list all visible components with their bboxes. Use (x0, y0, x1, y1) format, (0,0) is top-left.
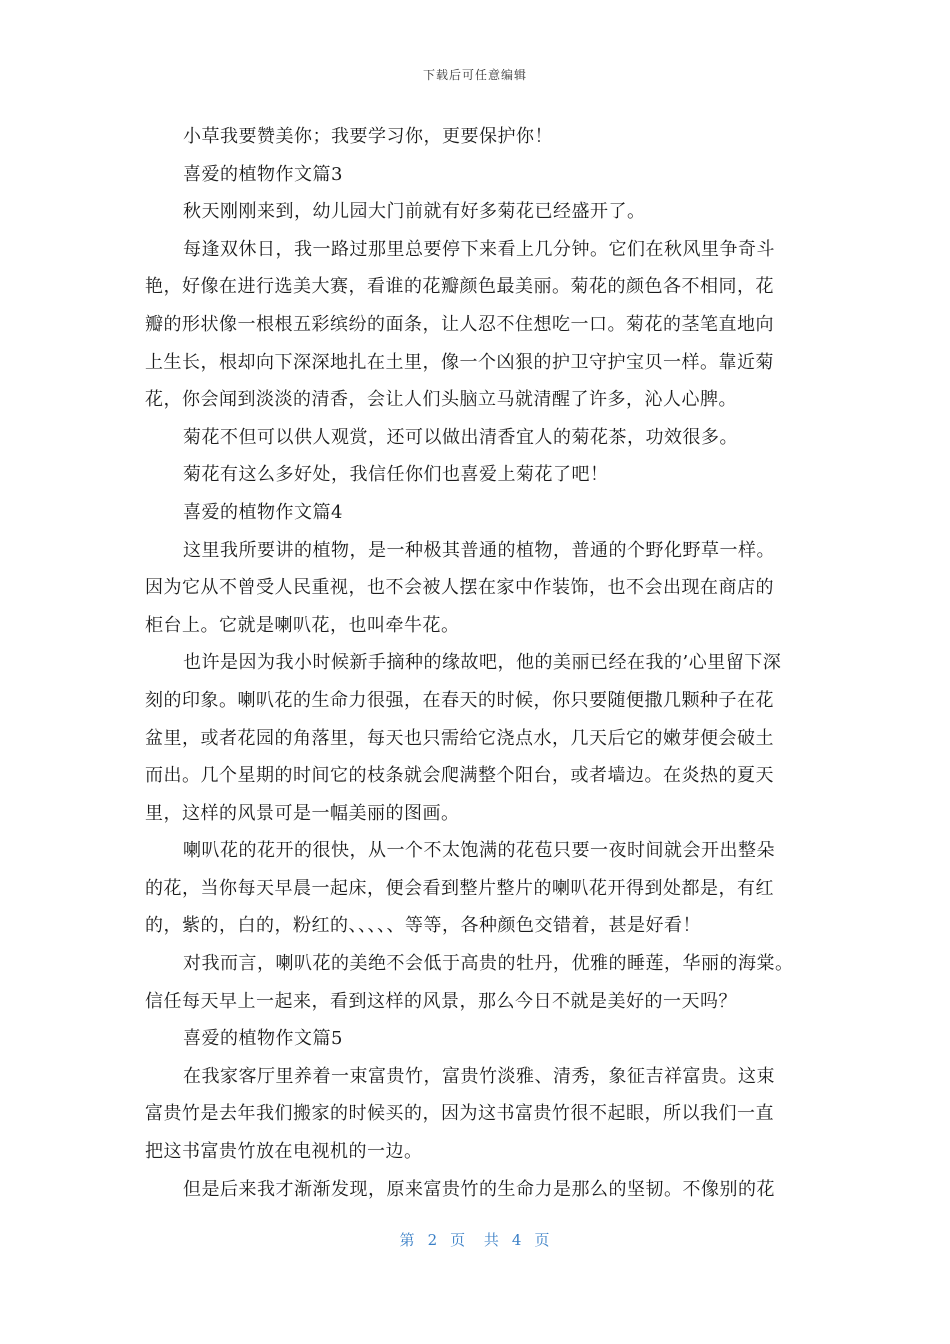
text-line: 喜爱的植物作文篇3 (183, 163, 343, 185)
text-line: 菊花不但可以供人观赏，还可以做出清香宜人的菊花茶，功效很多。 (183, 426, 738, 448)
footer-page-total: 4 (511, 1231, 523, 1249)
text-line: 小草我要赞美你；我要学习你，更要保护你！ (183, 126, 553, 147)
text-line: 在我家客厅里养着一束富贵竹，富贵竹淡雅、清秀，象征吉祥富贵。这束 (183, 1065, 775, 1087)
text-line: 刻的印象。喇叭花的生命力很强，在春天的时候，你只要随便撒几颗种子在花 (145, 689, 774, 711)
text-line: 信任每天早上一起来，看到这样的风景，那么今日不就是美好的一天吗？ (145, 990, 737, 1012)
document-body (145, 118, 810, 1208)
text-line: 花，你会闻到淡淡的清香，会让人们头脑立马就清醒了许多，沁人心脾。 (145, 389, 737, 411)
footer-page-current: 2 (427, 1231, 439, 1249)
text-line: 秋天刚刚来到，幼儿园大门前就有好多菊花已经盛开了。 (183, 201, 646, 223)
text-line: 富贵竹是去年我们搬家的时候买的，因为这书富贵竹很不起眼，所以我们一直 (145, 1103, 774, 1125)
text-line: 这里我所要讲的植物，是一种极其普通的植物，普通的个野化野草一样。 (183, 539, 775, 561)
text-line: 的，紫的，白的，粉红的、、、、、等等，各种颜色交错着，甚是好看！ (145, 915, 701, 937)
text-line: 但是后来我才渐渐发现，原来富贵竹的生命力是那么的坚韧。不像别的花 (183, 1178, 775, 1200)
text-line: 的花，当你每天早晨一起床，便会看到整片整片的喇叭花开得到处都是，有红 (145, 877, 774, 899)
text-line: 每逢双休日，我一路过那里总要停下来看上几分钟。它们在秋风里争奇斗 (183, 238, 775, 260)
text-line: 喇叭花的花开的很快，从一个不太饱满的花苞只要一夜时间就会开出整朵 (183, 840, 775, 862)
text-line: 喜爱的植物作文篇4 (183, 501, 343, 523)
page-footer (0, 1229, 950, 1250)
text-line: 柜台上。它就是喇叭花，也叫牵牛花。 (145, 614, 460, 636)
page-header-note: 下载后可任意编辑 (422, 68, 527, 82)
text-line: 艳，好像在进行选美大赛，看谁的花瓣颜色最美丽。菊花的颜色各不相同，花 (145, 276, 774, 298)
text-line: 喜爱的植物作文篇5 (183, 1028, 343, 1050)
footer-label-ye-gong: 页 共 (450, 1231, 500, 1249)
text-line: 瓣的形状像一根根五彩缤纷的面条，让人忍不住想吃一口。菊花的茎笔直地向 (145, 313, 774, 335)
text-line: 对我而言，喇叭花的美绝不会低于高贵的牡丹，优雅的睡莲，华丽的海棠。 (183, 953, 794, 975)
text-line: 上生长，根却向下深深地扎在土里，像一个凶狠的护卫守护宝贝一样。靠近菊 (145, 351, 774, 373)
footer-label-di: 第 (399, 1231, 416, 1249)
text-line: 因为它从不曾受人民重视，也不会被人摆在家中作装饰，也不会出现在商店的 (145, 577, 774, 599)
text-line: 也许是因为我小时候新手摘种的缘故吧，他的美丽已经在我的’心里留下深 (183, 652, 782, 674)
text-line: 而出。几个星期的时间它的枝条就会爬满整个阳台，或者墙边。在炎热的夏天 (145, 765, 774, 787)
text-line: 里，这样的风景可是一幅美丽的图画。 (145, 802, 460, 824)
text-line: 把这书富贵竹放在电视机的一边。 (145, 1141, 423, 1163)
footer-label-ye: 页 (534, 1231, 551, 1249)
text-line: 菊花有这么多好处，我信任你们也喜爱上菊花了吧！ (183, 464, 609, 486)
text-line: 盆里，或者花园的角落里，每天也只需给它浇点水，几天后它的嫩芽便会破土 (145, 727, 774, 749)
